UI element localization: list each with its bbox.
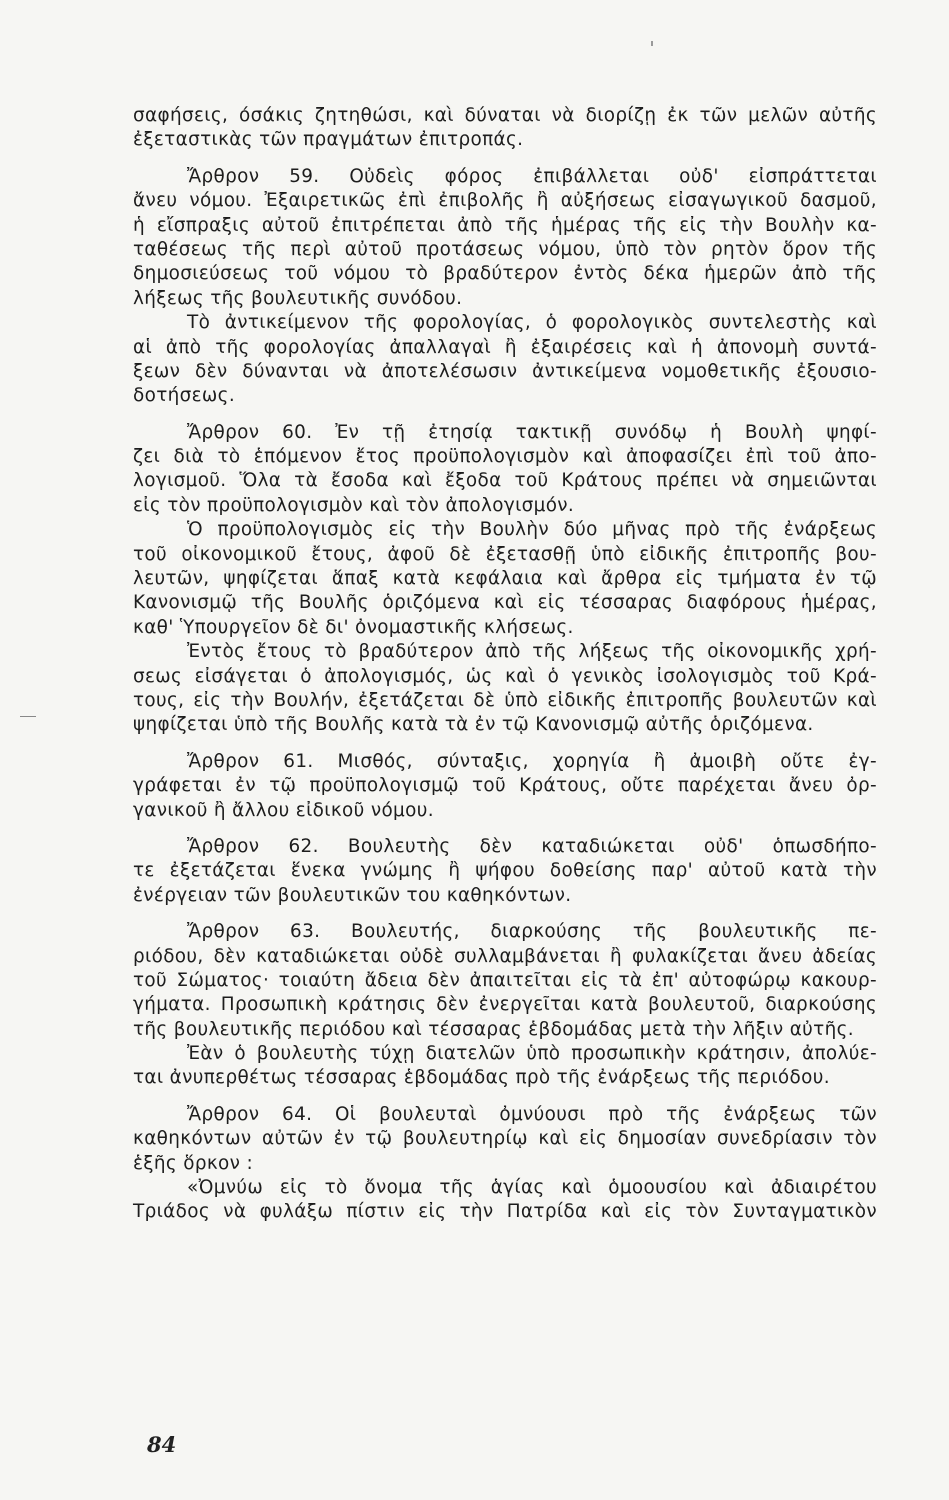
text-line: ζει διὰ τὸ ἑπόμενον ἔτος προϋπολογισμὸν καὶ ἀποφασίζει ἐπὶ τοῦ ἀπο- <box>133 446 877 468</box>
page-body <box>133 104 877 1225</box>
text-line: ἄνευ νόμου. Ἐξαιρετικῶς ἐπὶ ἐπιβολῆς ἢ αὐξήσεως εἰσαγωγικοῦ δασμοῦ, <box>133 190 877 212</box>
text-line: ψηφίζεται ὑπὸ τῆς Βουλῆς κατὰ τὰ ἐν τῷ Κανονισμῷ αὐτῆς ὁριζόμενα. <box>133 714 814 736</box>
text-line: τοῦ οἰκονομικοῦ ἔτους, ἀφοῦ δὲ ἐξετασθῇ ὑπὸ εἰδικῆς ἐπιτροπῆς βου- <box>133 543 877 565</box>
text-line: ἐξεταστικὰς τῶν πραγμάτων ἐπιτροπάς. <box>133 129 524 151</box>
text-line: Τὸ ἀντικείμενον τῆς φορολογίας, ὁ φορολογικὸς συντελεστὴς καὶ <box>187 312 877 334</box>
text-line: ἐνέργειαν τῶν βουλευτικῶν του καθηκόντων. <box>133 884 572 906</box>
text-line: τους, εἰς τὴν Βουλήν, ἐξετάζεται δὲ ὑπὸ εἰδικῆς ἐπιτροπῆς βουλευτῶν καὶ <box>133 689 877 711</box>
text-line: ται ἀνυπερθέτως τέσσαρας ἑβδομάδας πρὸ τῆς ἐνάρξεως τῆς περιόδου. <box>133 1067 830 1089</box>
text-line: ξεων δὲν δύνανται νὰ ἀποτελέσωσιν ἀντικείμενα νομοθετικῆς ἐξουσιο- <box>133 360 877 382</box>
article-62-heading-line: Ἄρθρον 62. Βουλευτὴς δὲν καταδιώκεται οὐδ' ὁπωσδήπο- <box>187 835 877 857</box>
article-60-heading-line: Ἄρθρον 60. Ἐν τῇ ἐτησίᾳ τακτικῇ συνόδῳ ἡ Βουλὴ ψηφί- <box>187 421 877 443</box>
text-line: Ἐὰν ὁ βουλευτὴς τύχῃ διατελῶν ὑπὸ προσωπικὴν κράτησιν, ἀπολύε- <box>187 1043 877 1065</box>
page-number: 84 <box>147 1432 177 1457</box>
text-line: καθηκόντων αὐτῶν ἐν τῷ βουλευτηρίῳ καὶ εἰς δημοσίαν συνεδρίασιν τὸν <box>133 1128 877 1150</box>
scan-speck <box>651 41 653 46</box>
text-line: γράφεται ἐν τῷ προϋπολογισμῷ τοῦ Κράτους, οὔτε παρέχεται ἄνευ ὀρ- <box>133 775 877 797</box>
text-line: Τριάδος νὰ φυλάξω πίστιν εἰς τὴν Πατρίδα καὶ εἰς τὸν Συνταγματικὸν <box>133 1201 877 1223</box>
text-line: «Ὀμνύω εἰς τὸ ὄνομα τῆς ἁγίας καὶ ὁμοουσίου καὶ ἀδιαιρέτου <box>187 1177 877 1199</box>
text-line: λογισμοῦ. Ὅλα τὰ ἔσοδα καὶ ἔξοδα τοῦ Κράτους πρέπει νὰ σημειῶνται <box>133 470 877 492</box>
text-line: τῆς βουλευτικῆς περιόδου καὶ τέσσαρας ἑβδομάδας μετὰ τὴν λῆξιν αὐτῆς. <box>133 1018 854 1040</box>
text-line: καθ' Ὑπουργεῖον δὲ δι' ὀνομαστικῆς κλήσεως. <box>133 616 574 638</box>
article-63-heading-line: Ἄρθρον 63. Βουλευτής, διαρκούσης τῆς βουλευτικῆς πε- <box>187 921 877 943</box>
text-line: τοῦ Σώματος· τοιαύτη ἄδεια δὲν ἀπαιτεῖται εἰς τὰ ἐπ' αὐτοφώρῳ κακουρ- <box>133 969 877 991</box>
text-line: Ὁ προϋπολογισμὸς εἰς τὴν Βουλὴν δύο μῆνας πρὸ τῆς ἐνάρξεως <box>187 519 877 541</box>
text-line: Κανονισμῷ τῆς Βουλῆς ὁριζόμενα καὶ εἰς τέσσαρας διαφόρους ἡμέρας, <box>133 592 877 614</box>
text-line: λήξεως τῆς βουλευτικῆς συνόδου. <box>133 287 463 309</box>
text-line: εἰς τὸν προϋπολογισμὸν καὶ τὸν ἀπολογισμόν. <box>133 494 575 516</box>
text-line: ἑξῆς ὅρκον : <box>133 1152 254 1174</box>
text-line: λευτῶν, ψηφίζεται ἅπαξ κατὰ κεφάλαια καὶ ἄρθρα εἰς τμήματα ἐν τῷ <box>133 568 877 590</box>
article-59-heading-line: Ἄρθρον 59. Οὐδεὶς φόρος ἐπιβάλλεται οὐδ' εἰσπράττεται <box>187 165 877 187</box>
text-line: ταθέσεως τῆς περὶ αὐτοῦ προτάσεως νόμου, ὑπὸ τὸν ρητὸν ὅρον τῆς <box>133 238 877 260</box>
text-line: γήματα. Προσωπικὴ κράτησις δὲν ἐνεργεῖται κατὰ βουλευτοῦ, διαρκούσης <box>133 994 877 1016</box>
text-line: γανικοῦ ἢ ἄλλου εἰδικοῦ νόμου. <box>133 799 434 821</box>
article-64-heading-line: Ἄρθρον 64. Οἱ βουλευταὶ ὀμνύουσι πρὸ τῆς ἐνάρξεως τῶν <box>187 1103 877 1125</box>
text-line: ριόδου, δὲν καταδιώκεται οὐδὲ συλλαμβάνεται ἢ φυλακίζεται ἄνευ ἀδείας <box>133 945 877 967</box>
text-line: τε ἐξετάζεται ἕνεκα γνώμης ἢ ψήφου δοθείσης παρ' αὐτοῦ κατὰ τὴν <box>133 860 877 882</box>
text-line: αἱ ἀπὸ τῆς φορολογίας ἀπαλλαγαὶ ἢ ἐξαιρέσεις καὶ ἡ ἀπονομὴ συντά- <box>133 336 877 358</box>
text-line: δημοσιεύσεως τοῦ νόμου τὸ βραδύτερον ἐντὸς δέκα ἡμερῶν ἀπὸ τῆς <box>133 263 877 285</box>
text-line: Ἐντὸς ἔτους τὸ βραδύτερον ἀπὸ τῆς λήξεως τῆς οἰκονομικῆς χρή- <box>187 641 877 663</box>
text-line: ἡ εἴσπραξις αὐτοῦ ἐπιτρέπεται ἀπὸ τῆς ἡμέρας τῆς εἰς τὴν Βουλὴν κα- <box>133 214 877 236</box>
text-line: σεως εἰσάγεται ὁ ἀπολογισμός, ὡς καὶ ὁ γενικὸς ἰσολογισμὸς τοῦ Κρά- <box>133 665 877 687</box>
article-61-heading-line: Ἄρθρον 61. Μισθός, σύνταξις, χορηγία ἢ ἀμοιβὴ οὔτε ἐγ- <box>187 750 877 772</box>
margin-mark <box>20 716 36 717</box>
text-line: σαφήσεις, όσάκις ζητηθώσι, καὶ δύναται νὰ διορίζῃ ἐκ τῶν μελῶν αὐτῆς <box>133 105 877 126</box>
text-line: δοτήσεως. <box>133 385 236 407</box>
